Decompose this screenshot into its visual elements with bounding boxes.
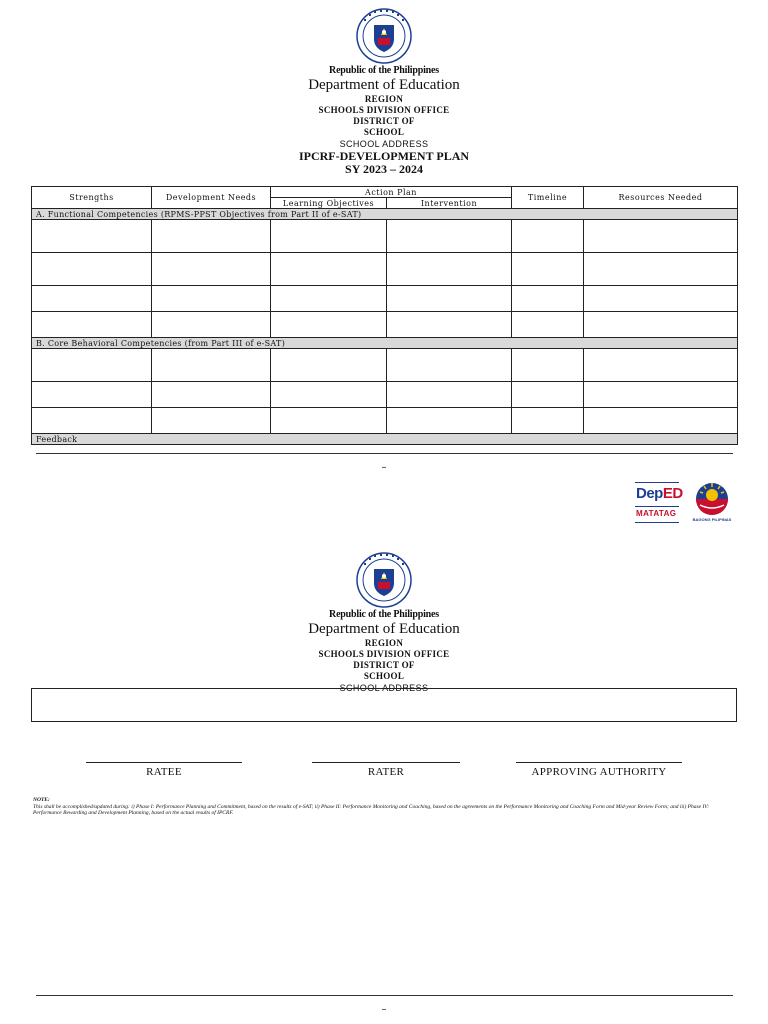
division-label: SCHOOLS DIVISION OFFICE <box>318 649 450 659</box>
table-row[interactable] <box>32 220 738 253</box>
district-label: DISTRICT OF <box>353 116 415 126</box>
feedback-box[interactable] <box>31 688 737 722</box>
table-row[interactable] <box>32 286 738 312</box>
page1-footer-line <box>36 453 733 454</box>
school-address: SCHOOL ADDRESS <box>339 139 429 149</box>
school-address: SCHOOL ADDRESS <box>339 683 429 693</box>
rater-label: RATER <box>367 766 405 778</box>
section-feedback: Feedback <box>32 434 738 445</box>
table-row[interactable] <box>32 253 738 286</box>
signature-line[interactable] <box>312 762 460 763</box>
department-title: Department of Education <box>308 77 460 93</box>
region-label: REGION <box>364 638 404 648</box>
bagong-pilipinas-label: BAGONG PILIPINAS <box>692 517 732 522</box>
page2-marker: – <box>381 1004 387 1015</box>
signature-rater <box>312 762 460 778</box>
section-functional-competencies: A. Functional Competencies (RPMS-PPST Objectives from Part II of e-SAT) <box>32 209 738 220</box>
school-label: SCHOOL <box>363 671 405 681</box>
deped-matatag-logo <box>634 481 682 527</box>
note-block <box>33 797 733 817</box>
approving-authority-label: APPROVING AUTHORITY <box>531 766 667 778</box>
note-label: NOTE: <box>33 797 50 803</box>
deped-logo-dep: Dep <box>636 485 663 502</box>
school-year: SY 2023 – 2024 <box>345 162 423 176</box>
republic-label: Republic of the Philippines <box>329 609 439 620</box>
footer-logos <box>634 481 734 527</box>
school-label: SCHOOL <box>363 127 405 137</box>
deped-seal-icon <box>356 552 412 608</box>
matatag-label: MATATAG <box>636 509 677 518</box>
header-development-needs: Development Needs <box>152 187 271 209</box>
region-label: REGION <box>364 94 404 104</box>
table-row[interactable] <box>32 312 738 338</box>
district-label: DISTRICT OF <box>353 660 415 670</box>
note-text: This shall be accomplished/updated during: i) Phase I: Performance Planning and Commitment, based on the results of e-SAT; ii) Phase II: Performance Monitoring and Coaching, based on the agreements on the Performance Monitoring and Coaching Form and Mid-year Review Form; and iii) Phase IV: Performance Rewarding and Development Planning, based on the actual results of IPCRF. <box>33 803 710 816</box>
department-title: Department of Education <box>308 621 460 637</box>
page2-footer-line <box>36 995 733 996</box>
header-timeline: Timeline <box>512 187 584 209</box>
deped-seal-icon <box>356 8 412 64</box>
header-resources-needed: Resources Needed <box>584 187 738 209</box>
header-strengths: Strengths <box>32 187 152 209</box>
development-plan-table <box>31 186 738 445</box>
division-label: SCHOOLS DIVISION OFFICE <box>318 105 450 115</box>
page1-marker: – <box>381 462 387 473</box>
signature-line[interactable] <box>86 762 242 763</box>
bagong-pilipinas-logo-icon <box>690 481 734 527</box>
header-intervention: Intervention <box>387 198 512 209</box>
signature-approving-authority <box>516 762 682 778</box>
signature-line[interactable] <box>516 762 682 763</box>
section-core-behavioral-competencies: B. Core Behavioral Competencies (from Part III of e-SAT) <box>32 338 738 349</box>
table-row[interactable] <box>32 349 738 382</box>
table-row[interactable] <box>32 408 738 434</box>
header-learning-objectives: Learning Objectives <box>271 198 387 209</box>
deped-logo-ed: ED <box>662 485 683 502</box>
table-row[interactable] <box>32 382 738 408</box>
republic-label: Republic of the Philippines <box>329 65 439 76</box>
page2-header <box>0 552 768 694</box>
signature-ratee <box>86 762 242 778</box>
page1-header <box>0 8 768 176</box>
ratee-label: RATEE <box>146 766 182 778</box>
header-action-plan: Action Plan <box>271 187 512 198</box>
plan-title: IPCRF-DEVELOPMENT PLAN <box>298 149 470 163</box>
